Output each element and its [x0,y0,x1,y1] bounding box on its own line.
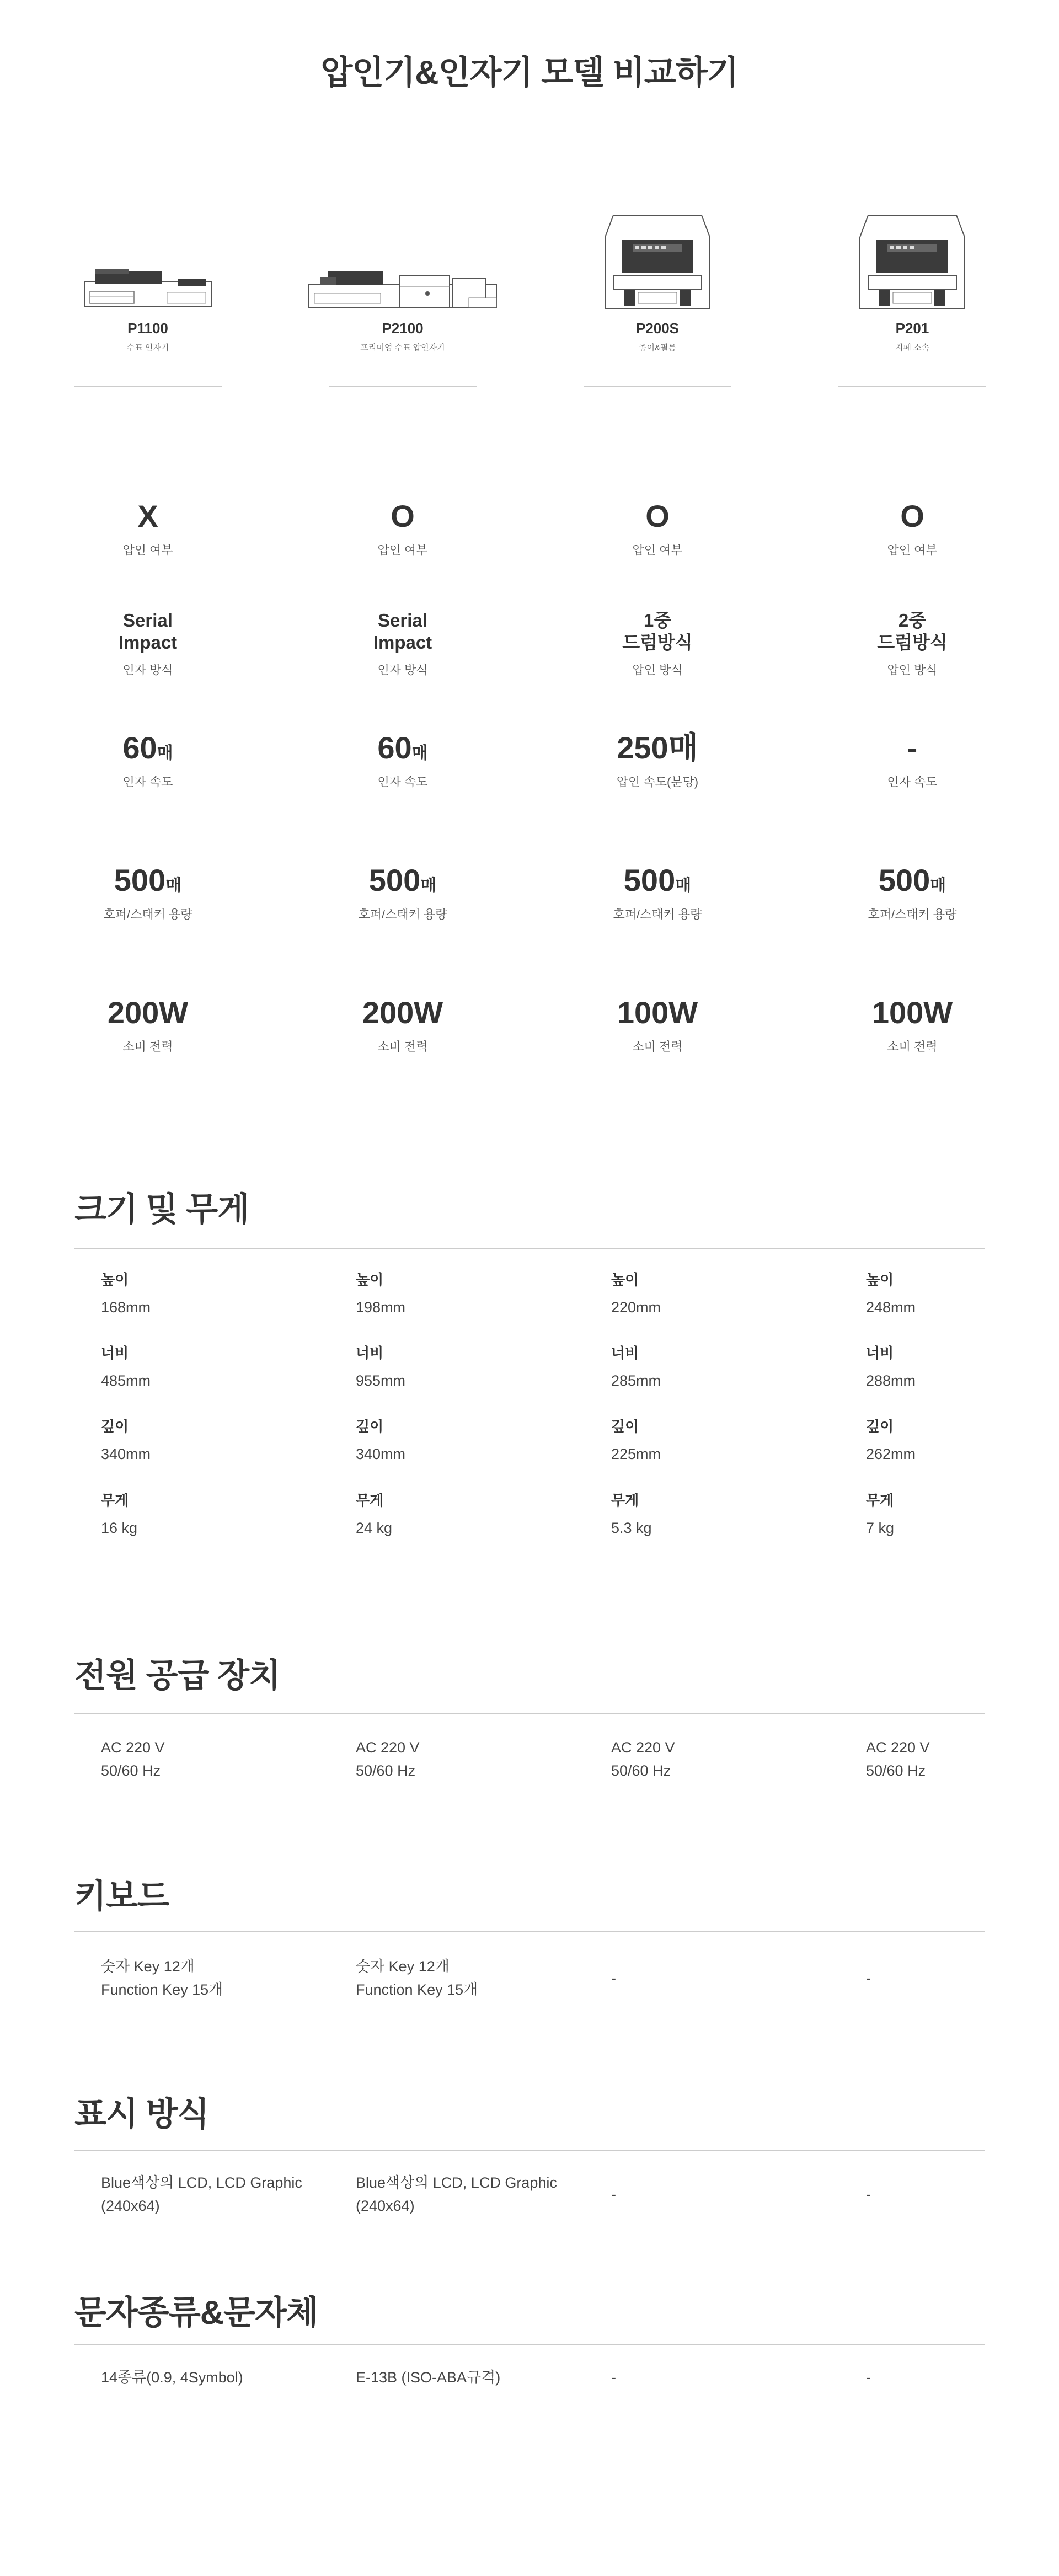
size-label: 깊이 [611,1418,639,1435]
size-value: 340mm [356,1446,406,1462]
spec-value: X [137,499,158,533]
section-value: - [866,1970,871,1986]
spec-value: 1중 드럼방식 [622,610,693,653]
size-value: 7 kg [866,1520,895,1536]
size-label: 너비 [101,1345,129,1361]
product-subtitle: 프리미엄 수표 압인자기 [360,343,445,352]
section-title-display: 표시 방식 [74,2096,209,2133]
spec-value: 500매 [623,863,692,897]
size-label: 깊이 [866,1418,894,1435]
spec-cell [830,863,995,922]
size-cell [356,1489,392,1537]
size-label: 높이 [101,1271,129,1288]
section-title-font: 문자종류&문자체 [74,2294,318,2331]
spec-value: 200W [362,995,443,1030]
section-divider [74,2150,985,2151]
spec-value: 500매 [368,863,437,897]
size-label: 무게 [356,1492,384,1509]
spec-cell [65,863,231,922]
spec-value: O [900,499,924,533]
size-label: 높이 [356,1271,384,1288]
size-cell [611,1342,661,1389]
spec-cell [320,996,485,1055]
spec-label: 소비 전력 [887,1039,938,1054]
p201-embosser-illustration [854,210,970,314]
size-cell [101,1489,137,1537]
divider [584,386,731,387]
product-subtitle: 수표 인자기 [126,343,169,352]
size-value: 225mm [611,1446,661,1462]
size-cell [356,1342,405,1389]
spec-unit: 매 [930,877,946,895]
spec-cell [65,996,231,1055]
spec-unit: 매 [157,744,173,762]
spec-unit: 매 [420,877,437,895]
size-cell [356,1415,405,1463]
product-subtitle: 지폐 소속 [895,343,930,352]
spec-unit: 매 [165,877,182,895]
spec-label: 인자 속도 [887,774,938,789]
size-cell [101,1342,151,1389]
spec-value: 60매 [122,730,173,765]
size-value: 220mm [611,1299,661,1316]
section-value: AC 220 V 50/60 Hz [101,1739,165,1779]
p1100-printer-illustration [79,259,217,314]
spec-label: 호퍼/스태커 용량 [358,907,447,921]
spec-label: 호퍼/스태커 용량 [868,907,957,921]
section-value: 숫자 Key 12개 Function Key 15개 [356,1958,478,1998]
product-p201[interactable] [830,259,995,425]
size-label: 무게 [611,1492,639,1509]
spec-value: 2중 드럼방식 [877,610,948,653]
size-cell [866,1415,916,1463]
section-value: E-13B (ISO-ABA규격) [356,2369,501,2386]
spec-value: 100W [871,995,953,1030]
spec-cell [65,499,231,558]
size-label: 너비 [611,1345,639,1361]
size-label: 무게 [101,1492,129,1509]
size-value: 288mm [866,1372,916,1389]
product-p1100[interactable] [65,259,231,425]
section-value: Blue색상의 LCD, LCD Graphic (240x64) [356,2174,557,2214]
size-value: 340mm [101,1446,151,1462]
size-cell [101,1269,151,1316]
spec-cell [830,499,995,558]
section-title-keyboard: 키보드 [74,1878,169,1915]
size-value: 262mm [866,1446,916,1462]
product-name: P200S [635,320,680,336]
spec-cell [575,996,740,1055]
divider [838,386,986,387]
section-value: Blue색상의 LCD, LCD Graphic (240x64) [101,2174,302,2214]
section-divider [74,1931,985,1932]
spec-value: O [645,499,670,533]
size-value: 16 kg [101,1520,138,1536]
size-cell [611,1269,661,1316]
spec-value: Serial Impact [373,610,432,653]
size-value: 5.3 kg [611,1520,652,1536]
spec-label: 압인 여부 [377,543,428,557]
spec-value: 500매 [114,863,182,897]
section-value: - [611,2186,616,2203]
spec-label: 호퍼/스태커 용량 [613,907,702,921]
spec-label: 인자 방식 [122,663,173,677]
spec-label: 압인 속도(분당) [616,774,699,789]
spec-value: 100W [617,995,698,1030]
spec-cell [320,499,485,558]
spec-cell [320,863,485,922]
section-value: AC 220 V 50/60 Hz [356,1739,420,1779]
size-value: 285mm [611,1372,661,1389]
section-divider [74,2344,985,2345]
size-label: 높이 [611,1271,639,1288]
section-divider [74,1248,985,1249]
size-cell [866,1489,894,1537]
spec-label: 소비 전력 [377,1039,428,1054]
spec-cell [575,863,740,922]
section-title-power: 전원 공급 장치 [74,1657,281,1694]
product-p200s[interactable] [575,259,740,425]
size-label: 무게 [866,1492,894,1509]
spec-unit: 매 [411,744,428,762]
size-cell [866,1342,916,1389]
spec-value: 60매 [377,730,428,765]
section-value: - [866,2186,871,2203]
spec-label: 인자 속도 [377,774,428,789]
spec-label: 인자 속도 [122,774,173,789]
section-title-size: 크기 및 무게 [74,1191,249,1228]
spec-cell [575,731,740,790]
size-cell [611,1415,661,1463]
spec-label: 호퍼/스태커 용량 [103,907,192,921]
size-cell [356,1269,405,1316]
size-label: 너비 [356,1345,384,1361]
spec-cell [830,996,995,1055]
product-name: P1100 [127,320,168,336]
section-value: - [866,2369,871,2386]
spec-label: 소비 전력 [122,1039,173,1054]
product-p2100[interactable] [320,259,485,425]
section-value: AC 220 V 50/60 Hz [611,1739,675,1779]
spec-cell [830,731,995,790]
spec-label: 압인 방식 [632,663,683,677]
spec-cell [320,610,485,678]
spec-cell [65,610,231,678]
spec-value: - [907,730,918,765]
product-name: P2100 [382,320,424,336]
spec-cell [320,731,485,790]
product-subtitle: 종이&필름 [639,343,676,352]
size-value: 485mm [101,1372,151,1389]
spec-value: 200W [107,995,189,1030]
section-value: - [611,2369,616,2386]
divider [74,386,222,387]
size-value: 955mm [356,1372,406,1389]
spec-cell [830,610,995,678]
spec-value: 500매 [878,863,946,897]
spec-value: O [391,499,415,533]
size-value: 248mm [866,1299,916,1316]
section-value: 숫자 Key 12개 Function Key 15개 [101,1958,223,1998]
spec-label: 압인 방식 [887,663,938,677]
size-value: 24 kg [356,1520,393,1536]
spec-value: 250매 [617,730,698,765]
size-value: 198mm [356,1299,406,1316]
spec-label: 압인 여부 [632,543,683,557]
size-value: 168mm [101,1299,151,1316]
size-cell [866,1269,916,1316]
p200s-embosser-illustration [600,210,715,314]
spec-value: Serial Impact [118,610,178,653]
spec-cell [575,610,740,678]
size-label: 깊이 [101,1418,129,1435]
spec-cell [65,731,231,790]
section-value: 14종류(0.9, 4Symbol) [101,2369,243,2386]
spec-label: 압인 여부 [122,543,173,557]
page-title: 압인기&인자기 모델 비교하기 [320,54,739,91]
spec-label: 인자 방식 [377,663,428,677]
section-value: - [611,1970,616,1986]
size-label: 높이 [866,1271,894,1288]
product-name: P201 [895,320,929,336]
section-value: AC 220 V 50/60 Hz [866,1739,930,1779]
spec-unit: 매 [675,877,692,895]
divider [329,386,477,387]
spec-label: 압인 여부 [887,543,938,557]
section-divider [74,1713,985,1714]
size-cell [101,1415,151,1463]
spec-cell [575,499,740,558]
size-label: 너비 [866,1345,894,1361]
size-cell [611,1489,652,1537]
spec-label: 소비 전력 [632,1039,683,1054]
p2100-printer-illustration [303,259,502,314]
size-label: 깊이 [356,1418,384,1435]
